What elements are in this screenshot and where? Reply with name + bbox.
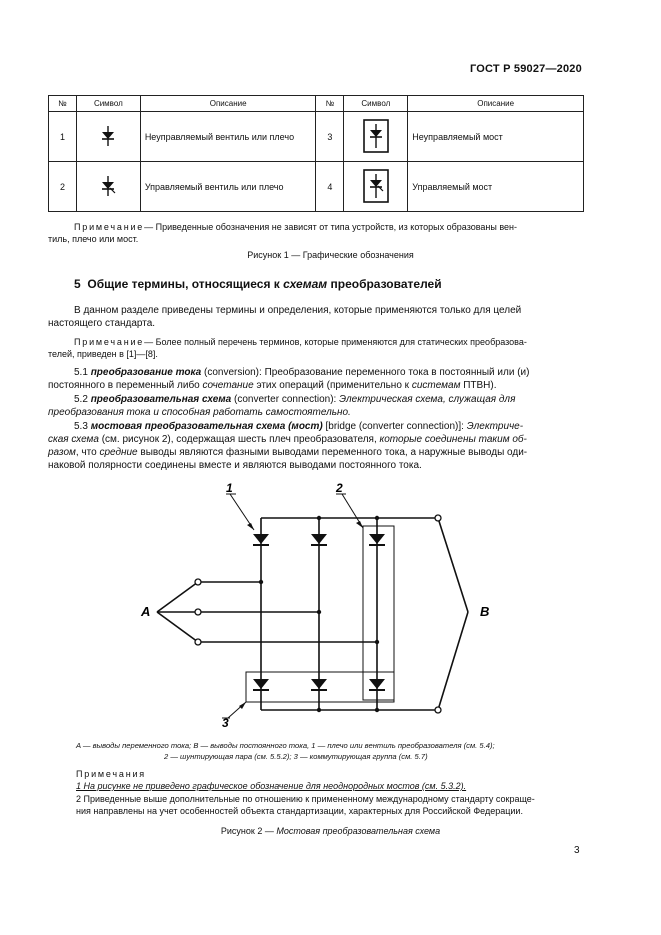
table-header-row xyxy=(49,96,584,112)
col-num-2: № xyxy=(316,96,344,112)
col-symbol-1: Символ xyxy=(76,96,140,112)
table-row xyxy=(49,162,584,212)
label-2: 2 xyxy=(336,481,343,495)
term-5-3: 5.3 мостовая преобразовательная схема (мост) [bridge (converter connection)]: Электриче- xyxy=(74,421,524,432)
figure2-note-2-cont: ния направлены на учет особенностей объекта стандартизации, характерных для Российской Федерации. xyxy=(76,806,523,816)
row-description: Управляемый мост xyxy=(408,162,584,212)
term-5-3-cont2: разом, что средние выводы являются фазными выводами переменного тока, а наружные выводы оди- xyxy=(48,447,528,458)
valve-icon xyxy=(253,679,269,690)
controlled-valve-icon xyxy=(98,174,118,198)
row-description: Неуправляемый мост xyxy=(408,112,584,162)
figure2-caption: Рисунок 2 — Мостовая преобразовательная схема xyxy=(220,826,441,836)
term-5-3-cont3: наковой полярности соединены вместе и являются выводами постоянного тока. xyxy=(48,460,422,471)
row-number: 1 xyxy=(49,112,77,162)
label-3: 3 xyxy=(222,716,229,730)
figure2-legend: A — выводы переменного тока; B — выводы постоянного тока, 1 — плечо или вентиль преобразователя (см. 5.4); xyxy=(76,741,495,750)
col-desc-1: Описание xyxy=(140,96,316,112)
section-note-cont: телей, приведен в [1]—[8]. xyxy=(48,349,158,359)
figure1-caption: Рисунок 1 — Графические обозначения xyxy=(247,250,414,260)
section-title: 5 Общие термины, относящиеся к схемам преобразователей xyxy=(74,277,442,291)
label-A: A xyxy=(141,604,151,619)
figure1-note-cont: тиль, плечо или мост. xyxy=(48,234,139,244)
col-symbol-2: Символ xyxy=(344,96,408,112)
bridge-circuit-diagram xyxy=(130,480,510,730)
controlled-bridge-icon xyxy=(362,168,390,204)
valve-icon xyxy=(369,534,385,545)
label-B: B xyxy=(480,604,490,619)
term-5-1-cont: постоянного в переменный либо сочетание этих операций (применительно к системам ПТВН). xyxy=(48,380,497,391)
symbol-table xyxy=(48,95,584,212)
figure2-note-1: 1 На рисунке не приведено графическое обозначение для неоднородных мостов (см. 5.3.2). xyxy=(76,781,467,791)
section-note: Примечание— Более полный перечень терминов, которые применяются для статических преобразова- xyxy=(74,337,527,347)
valve-icon xyxy=(311,679,327,690)
section-intro-cont: настоящего стандарта. xyxy=(48,318,156,329)
term-5-1: 5.1 преобразование тока (conversion): Преобразование переменного тока в постоянный или (и) xyxy=(74,367,530,378)
term-5-3-cont1: ская схема (см. рисунок 2), содержащая шесть плеч преобразователя, которые соединены таким об- xyxy=(48,434,527,445)
page-number: 3 xyxy=(574,845,580,856)
valve-icon xyxy=(253,534,269,545)
term-5-2-cont: преобразования тока и способная работать самостоятельно. xyxy=(48,407,351,418)
col-desc-2: Описание xyxy=(408,96,584,112)
figure2-notes-label: Примечания xyxy=(76,769,146,779)
uncontrolled-bridge-icon xyxy=(362,118,390,154)
figure2-legend-cont: 2 — шунтирующая пара (см. 5.5.2); 3 — коммутирующая группа (см. 5.7) xyxy=(164,752,428,761)
table-row xyxy=(49,112,584,162)
row-number: 4 xyxy=(316,162,344,212)
row-number: 3 xyxy=(316,112,344,162)
valve-icon xyxy=(311,534,327,545)
valve-icon xyxy=(369,679,385,690)
standard-header: ГОСТ Р 59027—2020 xyxy=(470,63,582,75)
section-intro: В данном разделе приведены термины и определения, которые применяются только для целей xyxy=(74,305,522,316)
figure2-note-2: 2 Приведенные выше дополнительные по отношению к примененному международному стандарту сокраще- xyxy=(76,794,535,804)
label-1: 1 xyxy=(226,481,233,495)
col-num-1: № xyxy=(49,96,77,112)
row-description: Неуправляемый вентиль или плечо xyxy=(140,112,316,162)
term-5-2: 5.2 преобразовательная схема (converter connection): Электрическая схема, служащая для xyxy=(74,394,516,405)
row-number: 2 xyxy=(49,162,77,212)
figure1-note: Примечание— Приведенные обозначения не зависят от типа устройств, из которых образованы вен- xyxy=(74,222,518,232)
row-description: Управляемый вентиль или плечо xyxy=(140,162,316,212)
uncontrolled-valve-icon xyxy=(98,124,118,148)
